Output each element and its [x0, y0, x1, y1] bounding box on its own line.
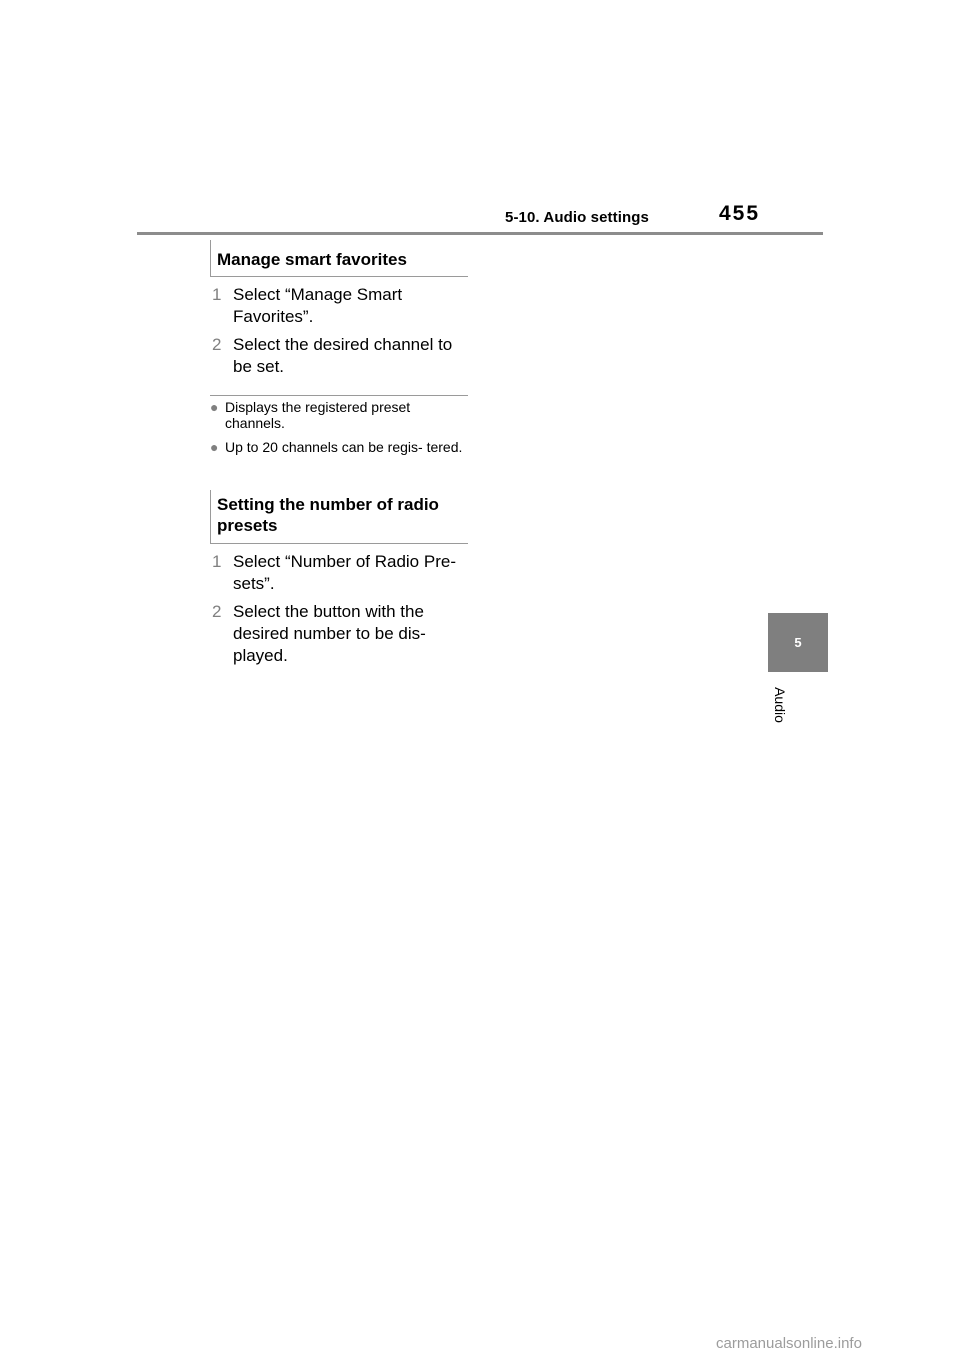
- chapter-tab: [768, 613, 828, 672]
- chapter-label-text: Audio: [772, 687, 788, 723]
- step-text: Select “Manage Smart Favorites”.: [233, 285, 403, 326]
- step-text: Select the button with the desired number to be dis- played.: [233, 602, 426, 665]
- page-number: 455: [719, 202, 761, 225]
- bullet-icon: ●: [210, 399, 219, 415]
- step-number: 2: [212, 335, 222, 354]
- note-item: [210, 399, 468, 431]
- note-text: Up to 20 channels can be regis- tered.: [225, 439, 463, 455]
- step: [212, 284, 472, 328]
- section-heading-manage-smart-favorites: [210, 240, 468, 277]
- step-number: 1: [212, 285, 222, 304]
- step: [212, 334, 472, 378]
- section-heading-radio-presets: [210, 490, 468, 544]
- chapter-label: [760, 682, 800, 728]
- step-number: 2: [212, 602, 222, 621]
- step-text: Select “Number of Radio Pre- sets”.: [233, 552, 456, 593]
- step-number: 1: [212, 552, 222, 571]
- section-heading-text: Setting the number of radio presets: [217, 495, 439, 535]
- step-text: Select the desired channel to be set.: [233, 335, 453, 376]
- step: [212, 551, 472, 595]
- section-heading-text: Manage smart favorites: [217, 250, 407, 269]
- note-divider: [210, 395, 468, 396]
- header-section-title: 5-10. Audio settings: [505, 209, 649, 226]
- note-text: Displays the registered preset channels.: [225, 399, 411, 431]
- header-divider: [137, 232, 823, 235]
- bullet-icon: ●: [210, 439, 219, 455]
- step: [212, 601, 472, 667]
- note-item: [210, 439, 468, 455]
- chapter-number: 5: [794, 635, 802, 650]
- watermark: carmanualsonline.info: [716, 1335, 862, 1352]
